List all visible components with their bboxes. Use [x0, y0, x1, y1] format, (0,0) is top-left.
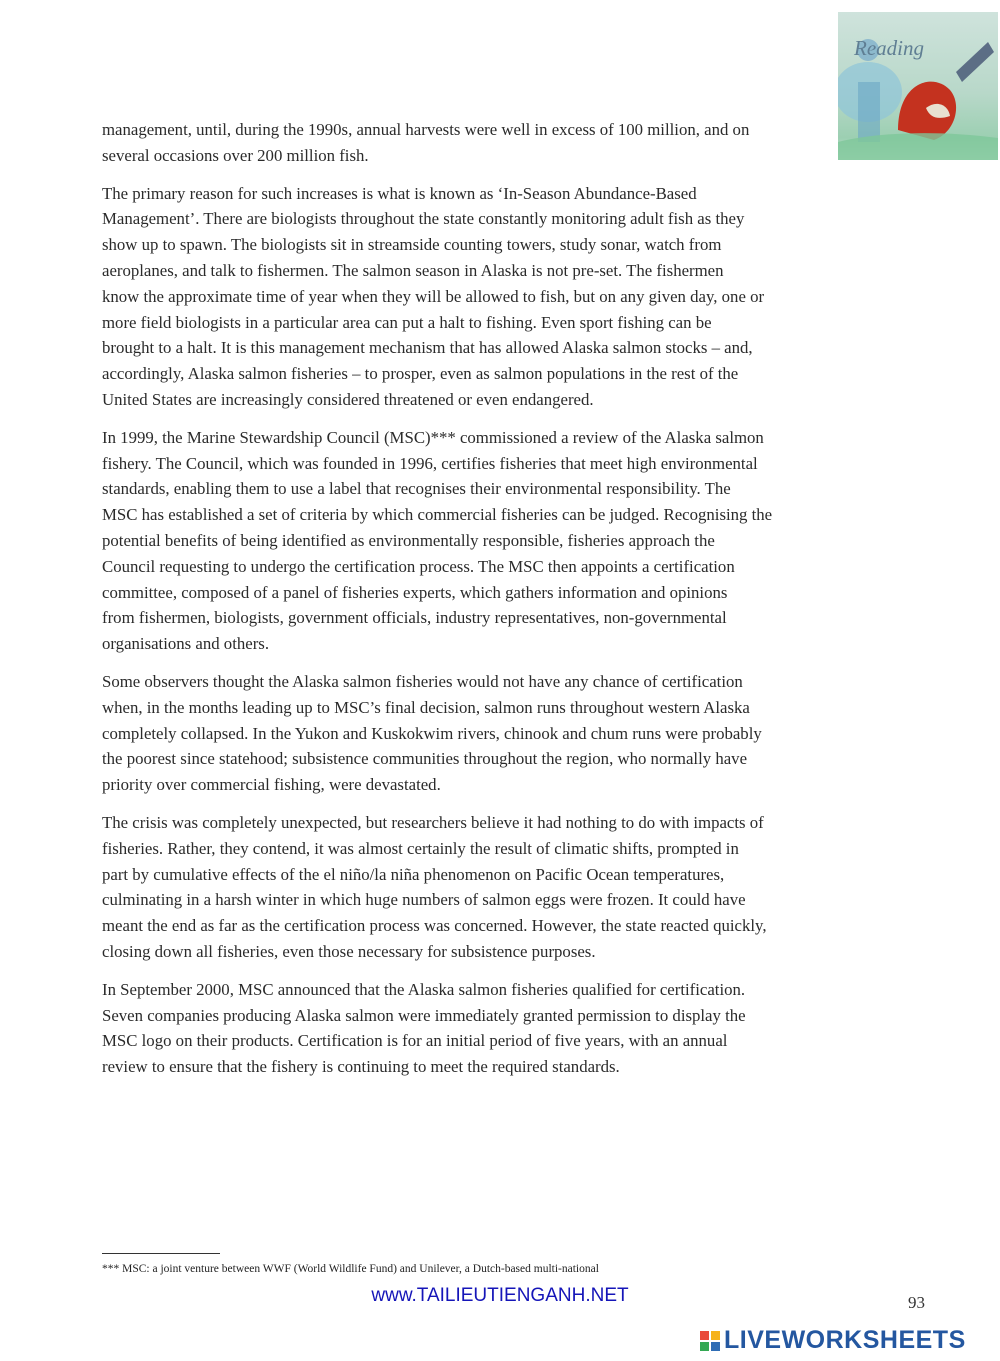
page-number: 93: [908, 1293, 925, 1312]
section-label: Reading: [854, 36, 924, 60]
paragraph-6: In September 2000, MSC announced that the Alaska salmon fisheries qualified for certification. Seven companies producing Alaska salmon were immediately granted permission to display the MSC logo on their products. Certification is for an initial period of five years, with an annual review to ensure that the fishery is continuing to meet the required standards.: [102, 979, 746, 1077]
logo-square-yellow: [711, 1331, 720, 1340]
footnote: *** MSC: a joint venture between WWF (World Wildlife Fund) and Unilever, a Dutch-based multi-national: [102, 1263, 599, 1275]
paragraph-1: management, until, during the 1990s, annual harvests were well in excess of 100 million, and on several occasions over 200 million fish.: [102, 120, 750, 165]
logo-square-green: [700, 1342, 709, 1351]
article-body: [102, 117, 932, 1092]
liveworksheets-icon: [700, 1331, 720, 1351]
paragraph-3: In 1999, the Marine Stewardship Council (MSC)*** commissioned a review of the Alaska salmon fishery. The Council, which was founded in 1996, certifies fisheries that meet high environmental standards, enabling them to use a label that recognises their environmental responsibility. The MSC has established a set of criteria by which commercial fisheries can be judged. Recognising the potential benefits of being identified as environmentally responsible, fisheries approach the Council requesting to undergo the certification process. The MSC then appoints a certification committee, composed of a panel of fisheries experts, which gathers information and opinions from fishermen, biologists, government officials, industry representatives, non-governmental organisations and others.: [102, 427, 773, 654]
paragraph-2: The primary reason for such increases is what is known as ‘In-Season Abundance-Based Management’. There are biologists throughout the state constantly monitoring adult fish as they show up to spawn. The biologists sit in streamside counting towers, study sonar, watch from aeroplanes, and talk to fishermen. The salmon season in Alaska is not pre-set. The fishermen know the approximate time of year when they will be allowed to fish, but on any given day, one or more field biologists in a particular area can put a halt to fishing. Even sport fishing can be brought to a halt. It is this management mechanism that has allowed Alaska salmon stocks – and, accordingly, Alaska salmon fisheries – to prosper, even as salmon populations in the rest of the United States are increasingly considered threatened or even endangered.: [102, 183, 765, 409]
paragraph-4: Some observers thought the Alaska salmon fisheries would not have any chance of certification when, in the months leading up to MSC’s final decision, salmon runs throughout western Alaska completely collapsed. In the Yukon and Kuskokwim rivers, chinook and chum runs were probably the poorest since statehood; subsistence communities throughout the region, who normally have priority over commercial fishing, were devastated.: [102, 671, 762, 795]
paragraph-5: The crisis was completely unexpected, but researchers believe it had nothing to do with impacts of fisheries. Rather, they contend, it was almost certainly the result of climatic shifts, prompted in part by cumulative effects of the el niño/la niña phenomenon on Pacific Ocean temperatures, culminating in a harsh winter in which huge numbers of salmon eggs were frozen. It could have meant the end as far as the certification process was concerned. However, the state reacted quickly, closing down all fisheries, even those necessary for subsistence purposes.: [102, 812, 767, 961]
logo-square-red: [700, 1331, 709, 1340]
logo-square-blue: [711, 1342, 720, 1351]
liveworksheets-logo[interactable]: [700, 1326, 966, 1355]
website-link[interactable]: www.TAILIEUTIENGANH.NET: [371, 1285, 629, 1306]
brand-name: LIVEWORKSHEETS: [724, 1326, 966, 1354]
footnote-divider: [102, 1253, 220, 1254]
